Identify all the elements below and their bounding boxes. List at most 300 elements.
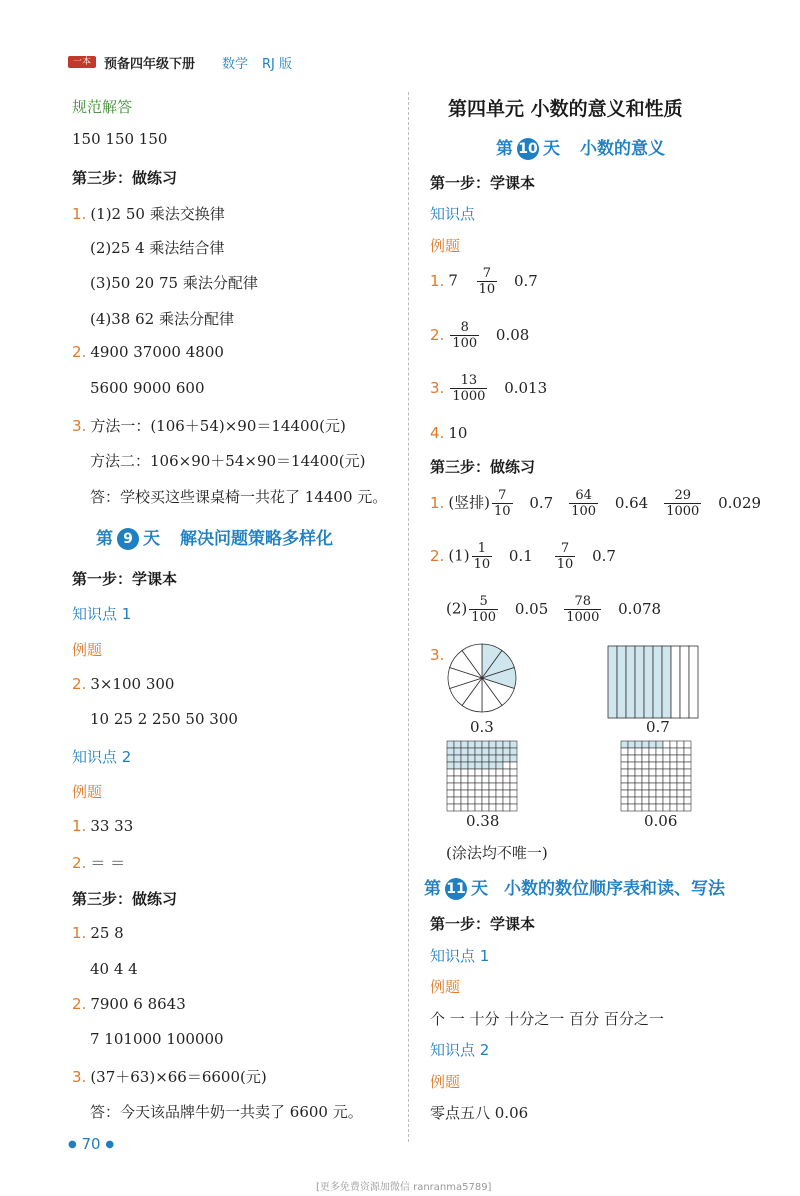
grid-cell [642,783,649,790]
answer-line: 答：学校买这些课桌椅一共花了 14400 元。 [90,488,388,506]
grid-figure-0-06 [620,740,692,812]
footer-watermark: [更多免费资源加微信 ranranma5789] [316,1182,492,1193]
answer-value: 0.7 [592,546,616,565]
answer-line [446,594,661,625]
grid-cell [642,790,649,797]
grid-cell [503,790,510,797]
grid-cell [482,762,489,769]
grid-cell [489,776,496,783]
grid-cell [468,769,475,776]
answer-line: (1)2 50 乘法交换律 [90,205,225,223]
grid-cell [475,769,482,776]
question-number: 1. [72,924,87,942]
grid-cell [454,783,461,790]
strip-cell [689,646,698,718]
question-number: 2. [72,675,87,693]
grid-cell [489,804,496,811]
grid-cell [670,797,677,804]
day-title: 小数的意义 [580,139,665,159]
question-number: 2. [72,995,87,1013]
day-title: 解决问题策略多样化 [180,529,333,549]
grid-cell [468,790,475,797]
grid-cell [635,769,642,776]
grid-cell [663,790,670,797]
grid-cell [628,804,635,811]
question-number: 1. [72,205,87,223]
knowledge-point-label: 知识点 1 [430,947,490,965]
grid-cell [656,741,663,748]
answer-line: 150 150 150 [72,130,168,148]
grid-cell [510,776,517,783]
grid-cell [496,790,503,797]
grid-cell [663,776,670,783]
grid-cell [628,776,635,783]
denominator: 10 [473,557,491,572]
grid-cell [677,797,684,804]
grid-cell [461,755,468,762]
answer-value: 0.7 [513,271,538,290]
grid-cell [621,790,628,797]
fraction [555,541,576,572]
grid-cell [663,797,670,804]
denominator: 100 [571,504,597,519]
grid-cell [503,804,510,811]
grid-cell [454,776,461,783]
grid-cell [482,783,489,790]
grid-cell [503,741,510,748]
grid-cell [482,755,489,762]
grid-cell [489,769,496,776]
grid-cell [649,769,656,776]
answer-line [430,320,529,351]
grid-cell [454,769,461,776]
grid-cell [649,804,656,811]
denominator: 1000 [666,504,700,519]
answer-line: 方法一：(106＋54)×90＝14400(元) [90,417,346,435]
grid-cell [510,748,517,755]
unit-title: 第四单元 小数的意义和性质 [448,98,683,120]
grid-cell [677,804,684,811]
question-number: 4. [430,424,445,442]
grid-cell [677,769,684,776]
grid-cell [496,755,503,762]
grid-cell [635,776,642,783]
grid-cell [461,776,468,783]
grid-cell [461,748,468,755]
grid-cell [649,748,656,755]
grid-cell [642,762,649,769]
figure-label: 0.7 [646,718,670,736]
grid-cell [649,755,656,762]
grid-cell [663,804,670,811]
grid-cell [684,804,691,811]
grid-cell [642,804,649,811]
grid-cell [621,783,628,790]
grid-cell [510,769,517,776]
numerator: 1 [477,541,486,556]
grid-cell [475,776,482,783]
grid-cell [635,741,642,748]
grid-cell [482,741,489,748]
grid-cell [670,762,677,769]
grid-cell [468,748,475,755]
grid-cell [503,762,510,769]
grid-cell [684,755,691,762]
day-heading [424,874,725,900]
grid-cell [656,755,663,762]
answer-prefix: (2) [446,599,468,618]
strip-cell [680,646,689,718]
grid-cell [663,755,670,762]
step-heading: 第一步：学课本 [72,570,178,588]
answer-line [430,373,547,404]
grid-cell [496,797,503,804]
answer-value: 0.078 [618,599,662,618]
denominator: 10 [556,557,574,572]
numerator: 29 [674,488,692,503]
day-title: 小数的数位顺序表和读、写法 [504,879,725,899]
knowledge-point-label: 知识点 [430,205,476,223]
grid-cell [496,783,503,790]
grid-cell [461,804,468,811]
day-prefix: 第 [96,529,113,549]
grid-cell [670,776,677,783]
numerator: 7 [560,541,570,556]
grid-cell [482,776,489,783]
example-label: 例题 [430,1073,461,1091]
grid-cell [489,762,496,769]
grid-cell [454,748,461,755]
question-number: 3. [430,378,445,397]
grid-cell [496,776,503,783]
grid-cell [670,790,677,797]
answer-line: 答：今天该品牌牛奶一共卖了 6600 元。 [90,1103,363,1121]
answer-line: 7 101000 100000 [90,1030,224,1048]
grid-cell [510,797,517,804]
answer-value: 0.013 [504,378,548,397]
grid-cell [496,748,503,755]
subject-label: 数学 [222,57,249,72]
grid-cell [461,769,468,776]
question-number: 3. [430,646,445,664]
step-heading: 第三步：做练习 [72,890,178,908]
grid-cell [642,748,649,755]
grid-cell [461,741,468,748]
answer-line: 5600 9000 600 [90,379,205,397]
fraction [450,320,479,351]
day-suffix: 天 [543,139,560,159]
grid-cell [503,755,510,762]
grid-cell [489,755,496,762]
grid-cell [642,797,649,804]
numerator: 5 [479,594,488,609]
answer-line [430,541,616,572]
grid-cell [475,804,482,811]
grid-cell [677,776,684,783]
grid-cell [510,762,517,769]
grid-cell [621,741,628,748]
answer-line: 3×100 300 [90,675,175,693]
grid-cell [621,748,628,755]
grid-cell [628,762,635,769]
grid-cell [468,741,475,748]
grid-cell [621,762,628,769]
answer-line: 4900 37000 4800 [90,343,224,361]
step-heading: 第三步：做练习 [430,458,536,476]
grid-cell [447,790,454,797]
grid-figure-0-38 [446,740,518,812]
answer-line: 零点五八 0.06 [430,1104,529,1122]
answer-line: (4)38 62 乘法分配律 [90,310,234,328]
grid-cell [475,790,482,797]
edition-label: RJ 版 [262,57,292,72]
grid-cell [635,762,642,769]
grid-cell [475,741,482,748]
grid-cell [670,741,677,748]
step-heading: 第一步：学课本 [430,174,536,192]
grid-cell [670,783,677,790]
grid-cell [496,762,503,769]
grid-cell [454,741,461,748]
grid-cell [489,741,496,748]
grid-cell [649,790,656,797]
grid-cell [684,748,691,755]
grid-cell [503,783,510,790]
answer-value: 0.7 [529,493,554,512]
numerator: 64 [575,488,592,503]
question-number: 3. [72,1068,87,1086]
grid-cell [628,790,635,797]
numerator: 78 [574,594,592,609]
grid-cell [447,741,454,748]
grid-cell [656,790,663,797]
example-label: 例题 [72,783,103,801]
numerator: 7 [498,488,507,503]
grid-cell [656,762,663,769]
grid-cell [656,804,663,811]
grid-cell [475,748,482,755]
grid-cell [684,776,691,783]
grid-cell [468,762,475,769]
strip-cell [626,646,635,718]
grid-cell [656,769,663,776]
question-number: 1. [430,271,445,290]
grid-cell [684,762,691,769]
answer-value: 0.029 [718,493,762,512]
denominator: 100 [452,336,478,351]
figure-label: 0.3 [470,718,494,736]
grid-cell [642,741,649,748]
grid-cell [489,797,496,804]
grid-cell [482,769,489,776]
knowledge-point-label: 知识点 1 [72,605,132,623]
grid-cell [684,741,691,748]
step-heading: 第一步：学课本 [430,915,536,933]
grid-cell [447,769,454,776]
answer-line: 25 8 [90,924,124,942]
grid-cell [670,755,677,762]
grid-cell [621,769,628,776]
grid-cell [461,762,468,769]
grid-cell [670,804,677,811]
note-text: (涂法均不唯一) [446,844,548,862]
question-number: 2. [72,854,87,872]
grid-cell [649,741,656,748]
grid-cell [677,755,684,762]
grid-cell [510,790,517,797]
grid-cell [642,769,649,776]
grid-cell [628,769,635,776]
day-number-badge: 10 [517,138,539,160]
denominator: 10 [478,282,496,297]
grid-cell [635,797,642,804]
grid-cell [454,804,461,811]
grid-cell [468,783,475,790]
grid-cell [635,755,642,762]
answer-line: 33 33 [90,817,134,835]
fraction [569,488,598,519]
page-dot-right: ● [105,1139,115,1150]
grid-cell [510,804,517,811]
answer-line: 40 4 4 [90,960,138,978]
step-heading: 第三步：做练习 [72,169,178,187]
answer-value: 10 [448,424,468,442]
grid-cell [663,783,670,790]
grid-cell [482,797,489,804]
grid-cell [684,769,691,776]
grid-cell [677,762,684,769]
fraction [564,594,601,625]
question-number: 1. [430,493,445,512]
grid-cell [482,748,489,755]
answer-line [430,488,761,519]
denominator: 1000 [566,610,600,625]
question-number: 2. [430,325,445,344]
grid-cell [461,783,468,790]
fraction [450,373,487,404]
grid-cell [489,783,496,790]
answer-line: (2)25 4 乘法结合律 [90,239,225,257]
grid-cell [447,762,454,769]
grid-cell [447,804,454,811]
grid-cell [642,776,649,783]
answer-value: 0.08 [495,325,530,344]
example-label: 例题 [430,978,461,996]
grid-cell [454,762,461,769]
grid-cell [489,748,496,755]
strip-cell [662,646,671,718]
answer-line: 方法二：106×90＋54×90＝14400(元) [90,452,366,470]
answer-prefix: (1) [448,546,470,565]
numerator: 13 [460,373,478,388]
grid-cell [635,748,642,755]
day-suffix: 天 [471,879,488,899]
page-number-text: 70 [81,1135,101,1153]
grid-cell [677,783,684,790]
grid-cell [663,741,670,748]
grid-cell [447,755,454,762]
strip-cell [671,646,680,718]
grid-cell [468,755,475,762]
grid-cell [677,790,684,797]
grid-cell [475,762,482,769]
figure-label: 0.38 [466,812,500,830]
grid-cell [621,797,628,804]
answer-value: 0.64 [614,493,649,512]
grid-cell [468,776,475,783]
answer-value: 7 [448,271,458,290]
answer-line [430,266,538,297]
grid-cell [677,741,684,748]
day-prefix: 第 [424,879,441,899]
denominator: 1000 [452,389,486,404]
grid-cell [621,804,628,811]
grid-cell [670,748,677,755]
grid-cell [621,755,628,762]
strips-figure-0-7 [606,645,706,721]
grid-cell [628,755,635,762]
grid-cell [656,748,663,755]
strip-cell [635,646,644,718]
numerator: 7 [482,266,492,281]
denominator: 100 [471,610,497,625]
grid-cell [461,790,468,797]
grid-cell [510,741,517,748]
day-heading [96,524,333,550]
grid-cell [461,797,468,804]
day-number-badge: 11 [445,878,467,900]
question-number: 2. [430,546,445,565]
question-number: 3. [72,417,87,435]
grid-cell [468,797,475,804]
day-heading [496,134,665,160]
grid-cell [649,762,656,769]
grid-cell [496,769,503,776]
grid-cell [482,804,489,811]
fraction [477,266,498,297]
grid-cell [628,741,635,748]
fraction [472,541,493,572]
knowledge-point-label: 知识点 2 [430,1041,490,1059]
grid-cell [684,783,691,790]
grid-cell [496,741,503,748]
grid-cell [635,783,642,790]
grid-cell [482,790,489,797]
grid-cell [642,755,649,762]
grid-cell [670,769,677,776]
grid-cell [656,797,663,804]
grid-cell [656,776,663,783]
grid-cell [621,776,628,783]
grid-cell [649,783,656,790]
example-label: 例题 [430,237,461,255]
grid-cell [454,790,461,797]
grid-cell [475,755,482,762]
grid-cell [475,783,482,790]
answer-value: 0.1 [508,546,533,565]
knowledge-point-label: 知识点 2 [72,748,132,766]
grid-cell [635,790,642,797]
grid-cell [447,748,454,755]
day-number-badge: 9 [117,528,139,550]
grid-cell [510,755,517,762]
grid-cell [677,748,684,755]
example-label: 例题 [72,641,103,659]
denominator: 10 [494,504,511,519]
grid-cell [510,783,517,790]
grid-cell [489,790,496,797]
answer-line: 7900 6 8643 [90,995,186,1013]
